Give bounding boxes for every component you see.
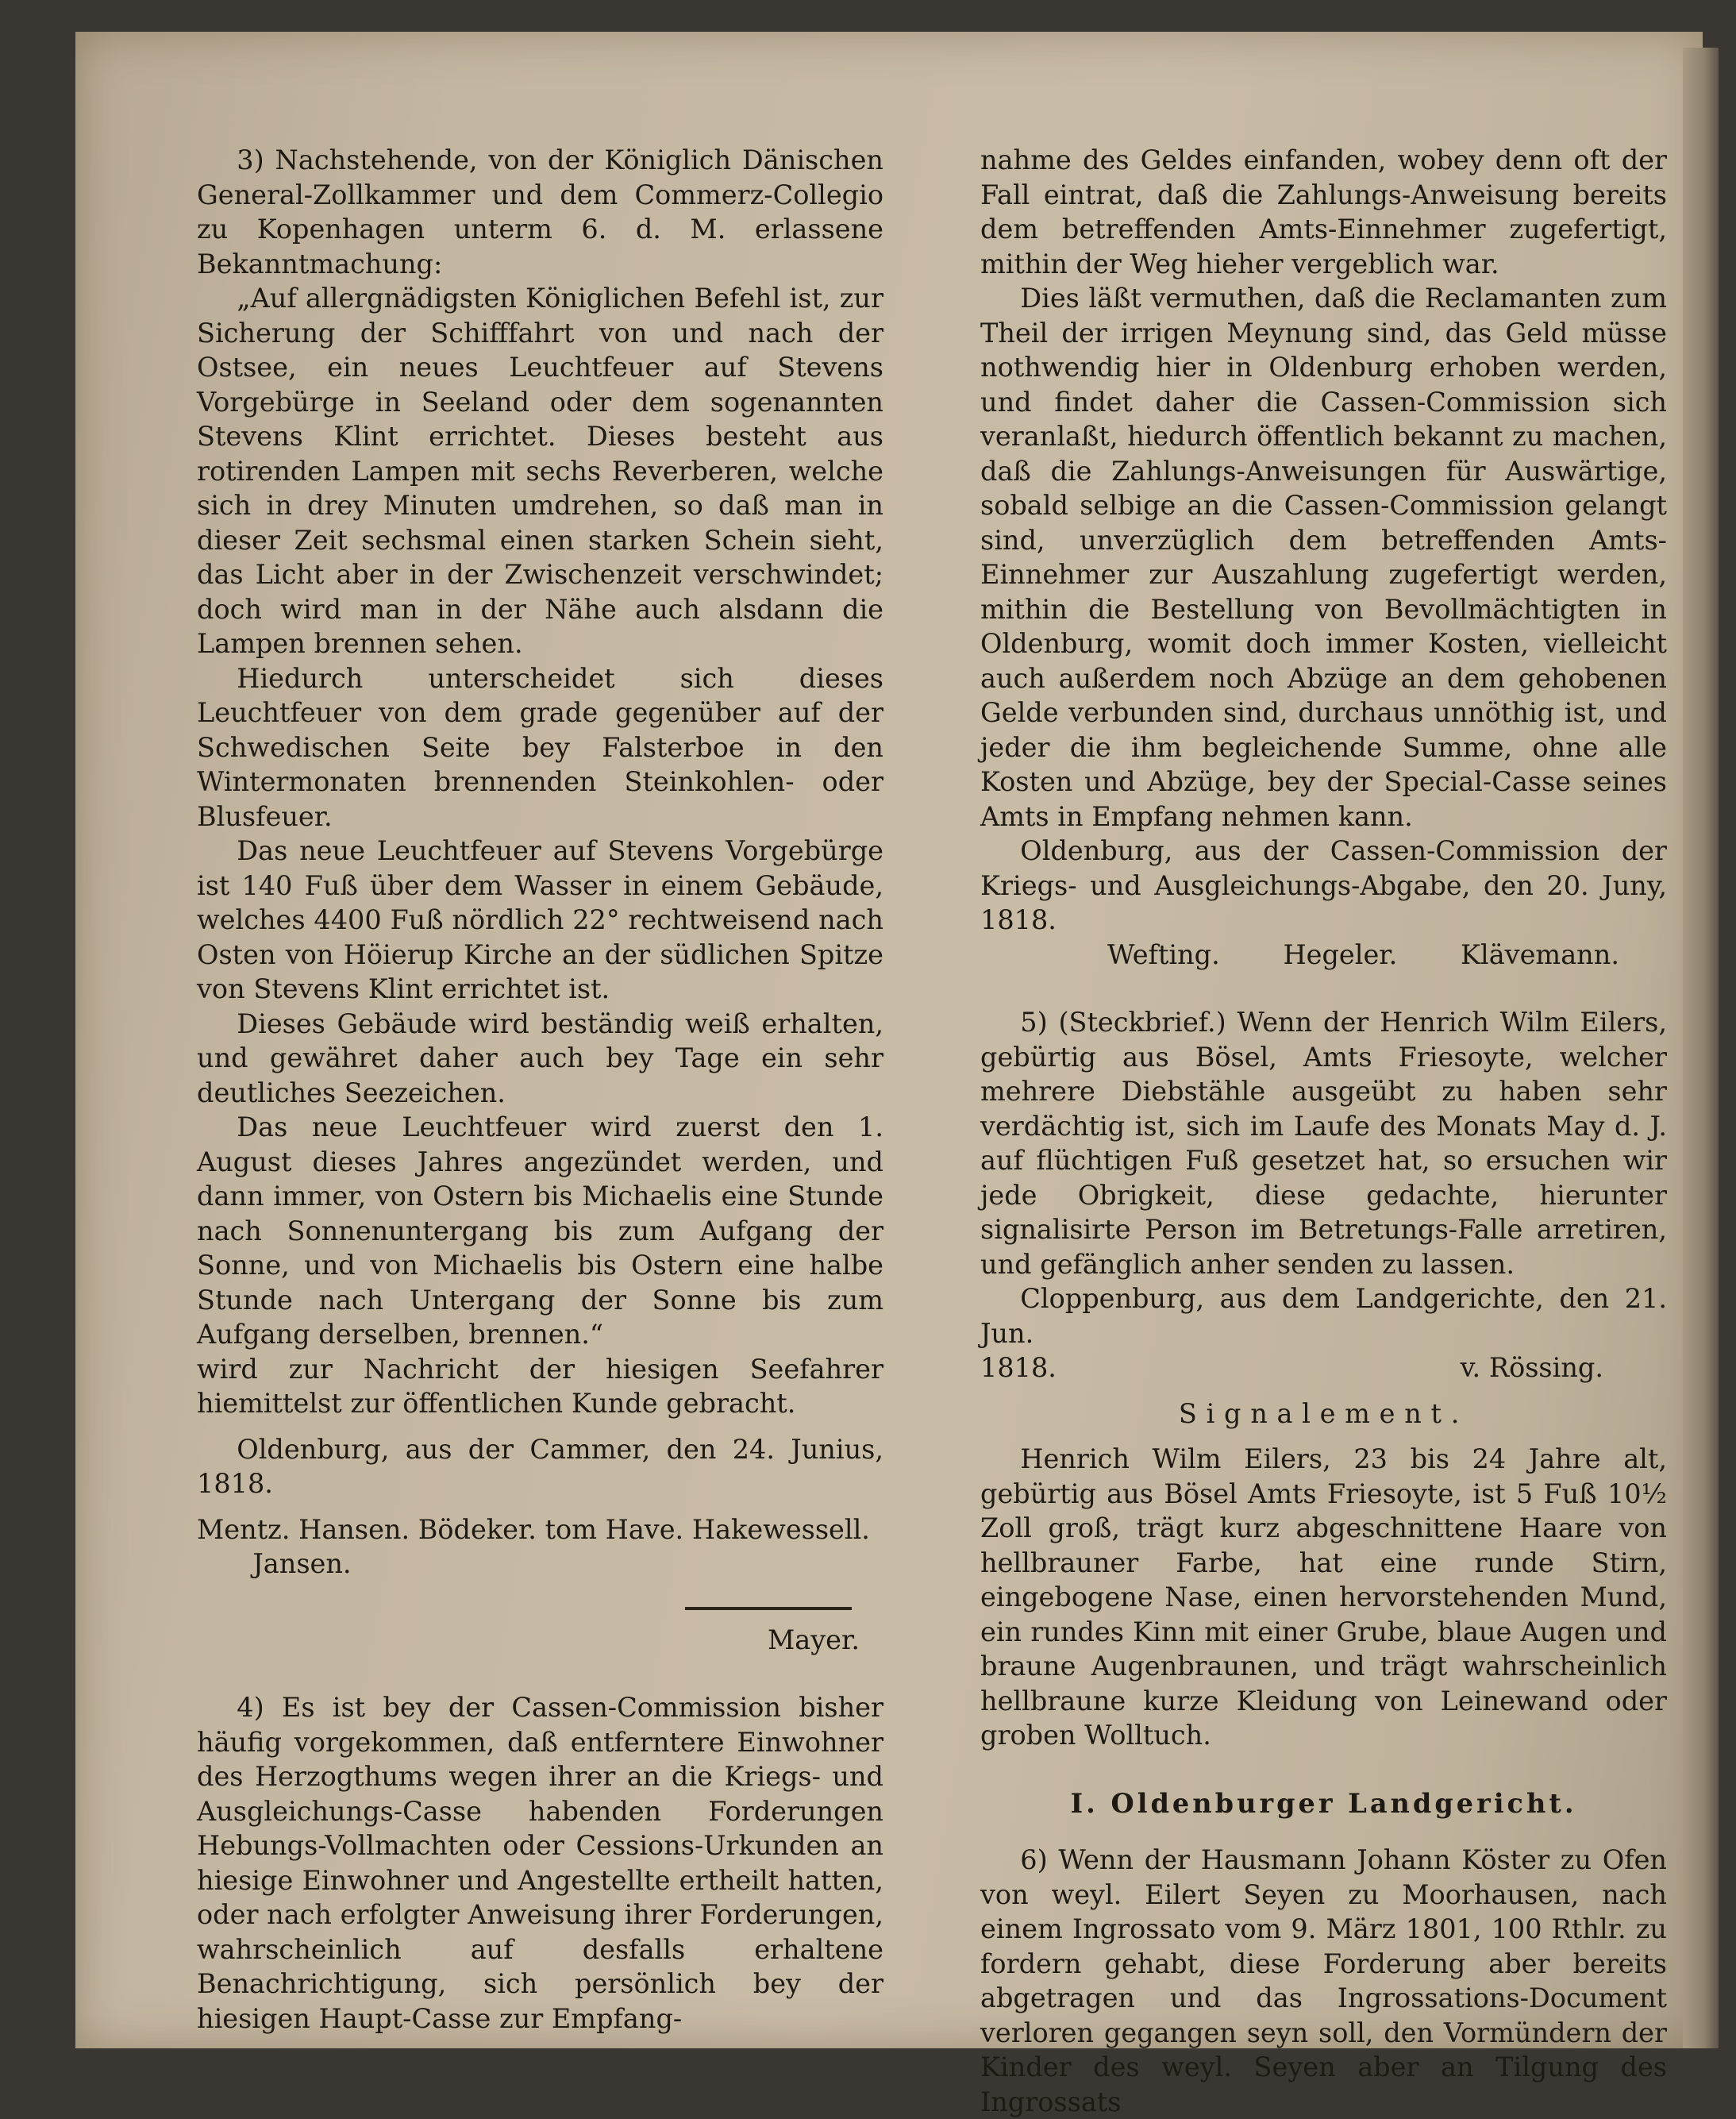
page-edge	[1683, 48, 1719, 2048]
notice-3-intro: 3) Nachstehende, von der Königlich Dänischen General-Zollkammer und dem Commerz-Collegio zu Kopenhagen unterm 6. d. M. erlassene Bekanntmachung:	[197, 144, 883, 279]
signer-name: Wefting.	[1107, 938, 1220, 970]
divider-rule	[685, 1607, 852, 1610]
notice-3-quote-p5: Das neue Leuchtfeuer wird zuerst den 1. August dieses Jahres angezündet werden, und dann immer, von Ostern bis Michaelis eine Stunde nach Sonnenuntergang bis zum Aufgang der Sonne, und von Michaelis bis Ostern eine halbe Stunde nach Untergang der Sonne bis zum Aufgang derselben, brennen.“	[197, 1112, 883, 1350]
notice-5-judge: v. Rössing.	[1460, 1352, 1603, 1383]
notice-5-year: 1818.	[980, 1352, 1057, 1383]
notice-4-dateline: Oldenburg, aus der Cassen-Commission der Kriegs- und Ausgleichungs-Abgabe, den 20. Juny, 1818.	[980, 835, 1667, 935]
notice-5-signature	[980, 1350, 1667, 1385]
notice-5-dateline: Cloppenburg, aus dem Landgerichte, den 21. Jun.	[980, 1283, 1667, 1349]
signalement-heading: Signalement.	[1178, 1397, 1469, 1429]
notice-4-signers	[980, 938, 1667, 973]
notice-4-continued: nahme des Geldes einfanden, wobey denn oft der Fall eintrat, daß die Zahlungs-Anweisung bereits dem betreffenden Amts-Einnehmer zugefertigt, mithin der Weg hieher vergeblich war.	[980, 144, 1667, 279]
notice-4-text: 4) Es ist bey der Cassen-Commission bisher häufig vorgekommen, daß entferntere Einwohner des Herzogthums wegen ihrer an die Kriegs- und Ausgleichungs-Casse habenden Forderungen Hebungs-Vollmachten oder Cessions-Urkunden an hiesige Einwohner und Angestellte ertheilt hatten, oder nach erfolgter Anweisung ihrer Forderungen, wahrscheinlich auf desfalls erhaltene Benachrichtigung, sich persönlich bey der hiesigen Haupt-Casse zur Empfang-	[197, 1692, 883, 2034]
notice-3-secretary: Mayer.	[767, 1624, 860, 1655]
notice-5-wanted: 5) (Steckbrief.) Wenn der Henrich Wilm Eilers, gebürtig aus Bösel, Amts Friesoyte, welcher mehrere Diebstähle ausgeübt zu haben sehr verdächtig ist, sich im Laufe des Monats May d. J. auf flüchtigen Fuß gesetzet hat, so ersuchen wir jede Obrigkeit, diese gedachte, hierunter signalisirte Person im Betretungs-Falle arretiren, und gefänglich anher senden zu lassen.	[980, 1007, 1667, 1280]
notice-3-quote-p3: Das neue Leuchtfeuer auf Stevens Vorgebürge ist 140 Fuß über dem Wasser in einem Gebäude, welches 4400 Fuß nördlich 22° rechtweisend nach Osten von Höierup Kirche an der südlichen Spitze von Stevens Klint errichtet ist.	[197, 835, 883, 1004]
section-heading-landgericht: I. Oldenburger Landgericht.	[1070, 1787, 1577, 1819]
signer-name: Hegeler.	[1283, 938, 1398, 970]
signalement-description: Henrich Wilm Eilers, 23 bis 24 Jahre alt, gebürtig aus Bösel Amts Friesoyte, ist 5 Fuß 10½ Zoll groß, trägt kurz abgeschnittene Haare von hellbrauner Farbe, hat eine runde Stirn, eingebogene Nase, einen hervorstehenden Mund, ein rundes Kinn mit einer Grube, blaue Augen und braune Augenbraunen, und trägt wahrscheinlich hellbraune kurze Kleidung von Leinewand oder groben Wolltuch.	[980, 1443, 1667, 1751]
notice-3-signers: Mentz. Hansen. Bödeker. tom Have. Hakewessell.	[197, 1513, 870, 1545]
signer-name: Klävemann.	[1460, 938, 1619, 970]
notice-3-closing: wird zur Nachricht der hiesigen Seefahrer hiemittelst zur öffentlichen Kunde gebracht.	[197, 1353, 883, 1419]
notice-6-text: 6) Wenn der Hausmann Johann Köster zu Ofen von weyl. Eilert Seyen zu Moorhausen, nach einem Ingrossato vom 9. März 1801, 100 Rthlr. zu fordern gehabt, diese Forderung aber bereits abgetragen und das Ingrossations-Document verloren gegangen seyn soll, den Vormündern der Kinder des weyl. Seyen aber an Tilgung des Ingrossats	[980, 1844, 1667, 2117]
notice-3-quote-p2: Hiedurch unterscheidet sich dieses Leuchtfeuer von dem grade gegenüber auf der Schwedischen Seite bey Falsterboe in den Wintermonaten brennenden Steinkohlen- oder Blusfeuer.	[197, 662, 883, 832]
left-column	[197, 143, 883, 2036]
notice-3-signers-cont: Jansen.	[252, 1548, 352, 1579]
notice-3-quote-p4: Dieses Gebäude wird beständig weiß erhalten, und gewähret daher auch bey Tage ein sehr deutliches Seezeichen.	[197, 1007, 883, 1108]
notice-4-text-p2: Dies läßt vermuthen, daß die Reclamanten zum Theil der irrigen Meynung sind, das Geld müsse nothwendig hier in Oldenburg erhoben werden, und findet daher die Cassen-Commission sich veranlaßt, hiedurch öffentlich bekannt zu machen, daß die Zahlungs-Anweisungen für Auswärtige, sobald selbige an die Cassen-Commission gelangt sind, unverzüglich dem betreffenden Amts-Einnehmer zur Auszahlung zugefertigt werden, mithin die Bestellung von Bevollmächtigten in Oldenburg, womit doch immer Kosten, vielleicht auch außerdem noch Abzüge an dem gehobenen Gelde verbunden sind, durchaus unnöthig ist, und jeder die ihm begleichende Summe, ohne alle Kosten und Abzüge, bey der Special-Casse seines Amts in Empfang nehmen kann.	[980, 283, 1667, 832]
notice-3-quote-p1: „Auf allergnädigsten Königlichen Befehl ist, zur Sicherung der Schifffahrt von und nach der Ostsee, ein neues Leuchtfeuer auf Stevens Vorgebürge in Seeland oder dem sogenannten Stevens Klint errichtet. Dieses besteht aus rotirenden Lampen mit sechs Reverberen, welche sich in drey Minuten umdrehen, so daß man in dieser Zeit sechsmal einen starken Schein sieht, das Licht aber in der Zwischenzeit verschwindet; doch wird man in der Nähe auch alsdann die Lampen brennen sehen.	[197, 283, 883, 659]
right-column	[980, 143, 1667, 2119]
notice-3-dateline: Oldenburg, aus der Cammer, den 24. Junius, 1818.	[197, 1433, 883, 1499]
